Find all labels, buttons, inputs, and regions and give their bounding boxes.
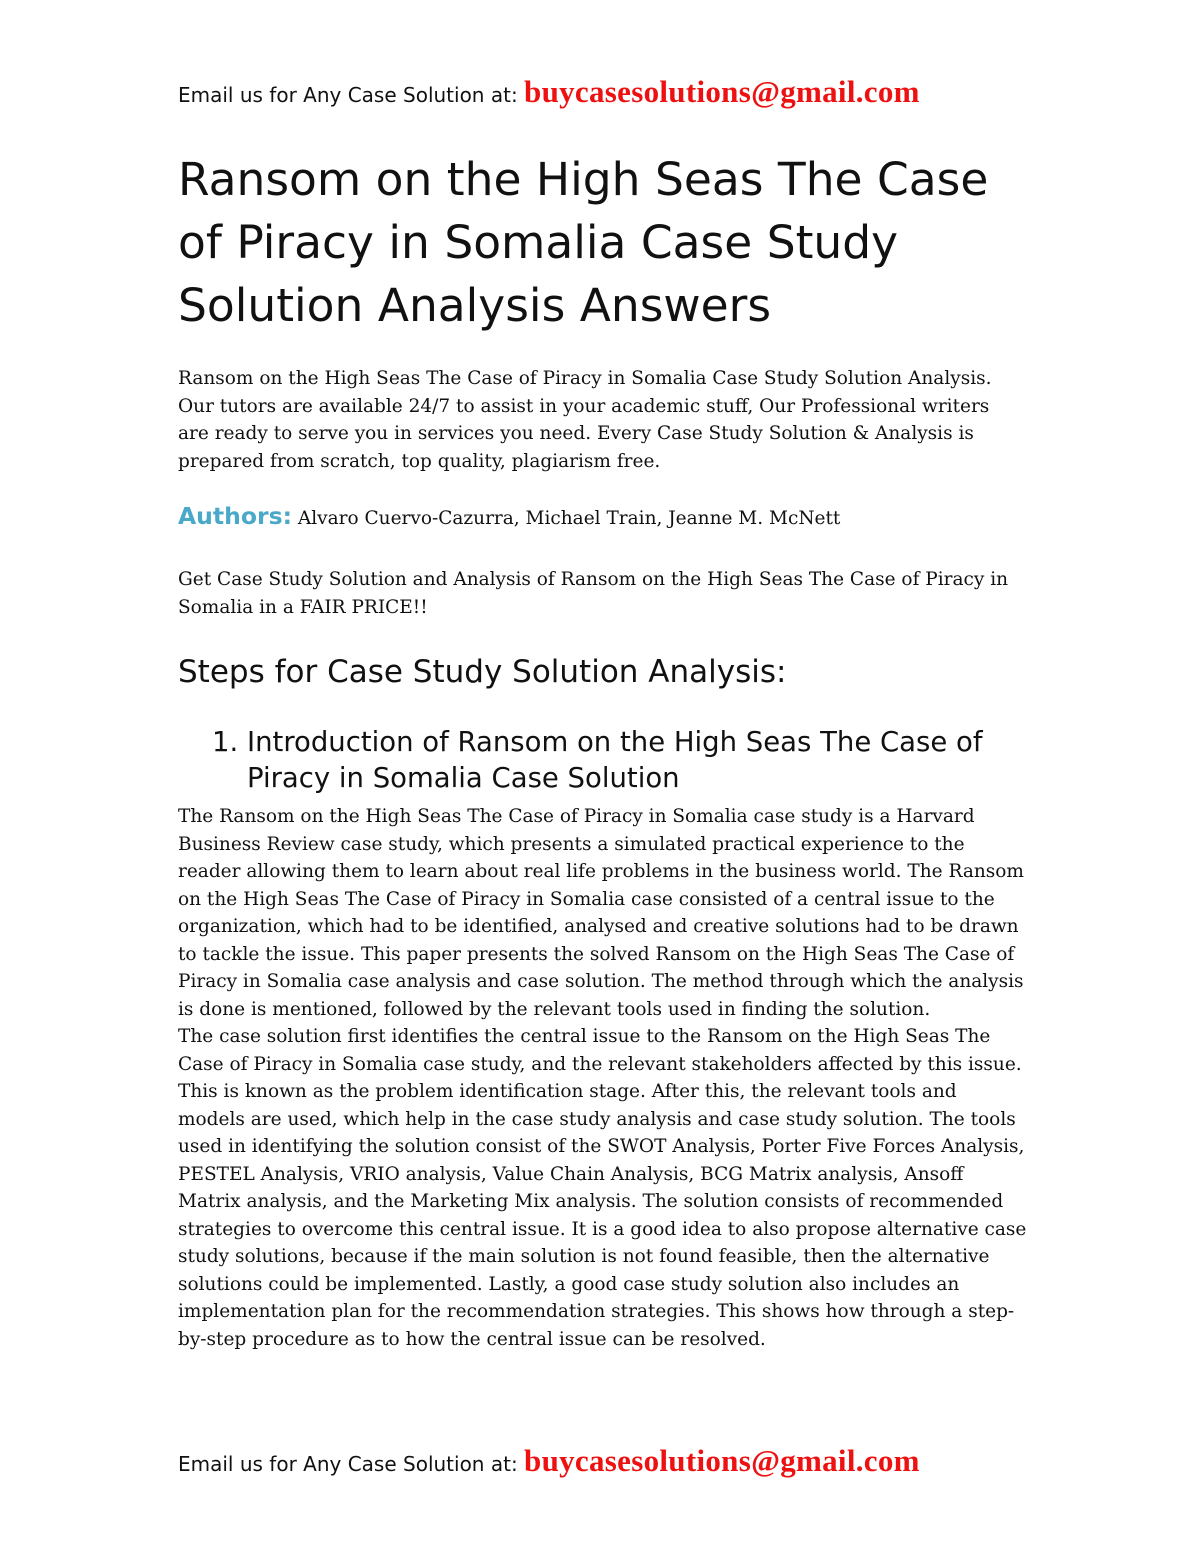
section-1-heading-text: Introduction of Ransom on the High Seas The Case of Piracy in Somalia Case Solution bbox=[247, 726, 983, 794]
steps-heading: Steps for Case Study Solution Analysis: bbox=[178, 654, 787, 690]
body-paragraph: The case solution first identifies the central issue to the Ransom on the High Seas The Case of Piracy in Somalia case study, and the relevant stakeholders affected by this issue. This is known as the problem identification stage. After this, the relevant tools and models are used, which help in the case study analysis and case study solution. The tools used in identifying the solution consist of the SWOT Analysis, Porter Five Forces Analysis, PESTEL Analysis, VRIO analysis, Value Chain Analysis, BCG Matrix analysis, Ansoff Matrix analysis, and the Marketing Mix analysis. The solution consists of recommended strategies to overcome this central issue. It is a good idea to also propose alternative case study solutions, because if the main solution is not found feasible, then the alternative solutions could be implemented. Lastly, a good case study solution also includes an implementation plan for the recommendation strategies. This shows how through a step-by-step procedure as to how the central issue can be resolved. bbox=[178, 1026, 1027, 1350]
email-address-link[interactable]: buycasesolutions@gmail.com bbox=[524, 74, 920, 109]
email-banner-bottom bbox=[178, 1443, 920, 1479]
authors-label: Authors: bbox=[178, 502, 293, 530]
email-banner-top bbox=[178, 74, 920, 110]
section-1-number: 1. bbox=[212, 726, 239, 758]
intro-paragraph: Ransom on the High Seas The Case of Piracy in Somalia Case Study Solution Analysis. Our tutors are available 24/7 to assist in your academic stuff, Our Professional writers are ready to serve you in services you need. Every Case Study Solution & Analysis is prepared from scratch, top quality, plagiarism free. bbox=[178, 368, 992, 472]
get-case-paragraph: Get Case Study Solution and Analysis of Ransom on the High Seas The Case of Piracy in Somalia in a FAIR PRICE!! bbox=[178, 569, 1009, 618]
authors-line bbox=[178, 502, 1028, 530]
email-prefix: Email us for Any Case Solution at: bbox=[178, 83, 525, 107]
section-1-heading bbox=[178, 724, 1028, 796]
section-1-body bbox=[178, 803, 1028, 1353]
page-title: Ransom on the High Seas The Case of Piracy in Somalia Case Study Solution Analysis Answers bbox=[178, 153, 989, 332]
authors-names: Alvaro Cuervo-Cazurra, Michael Train, Jeanne M. McNett bbox=[292, 508, 841, 529]
email-address-link[interactable]: buycasesolutions@gmail.com bbox=[524, 1443, 920, 1478]
email-prefix: Email us for Any Case Solution at: bbox=[178, 1452, 525, 1476]
body-paragraph: The Ransom on the High Seas The Case of Piracy in Somalia case study is a Harvard Business Review case study, which presents a simulated practical experience to the reader allowing them to learn about real life problems in the business world. The Ransom on the High Seas The Case of Piracy in Somalia case consisted of a central issue to the organization, which had to be identified, analysed and creative solutions had to be drawn to tackle the issue. This paper presents the solved Ransom on the High Seas The Case of Piracy in Somalia case analysis and case solution. The method through which the analysis is done is mentioned, followed by the relevant tools used in finding the solution. bbox=[178, 806, 1024, 1020]
